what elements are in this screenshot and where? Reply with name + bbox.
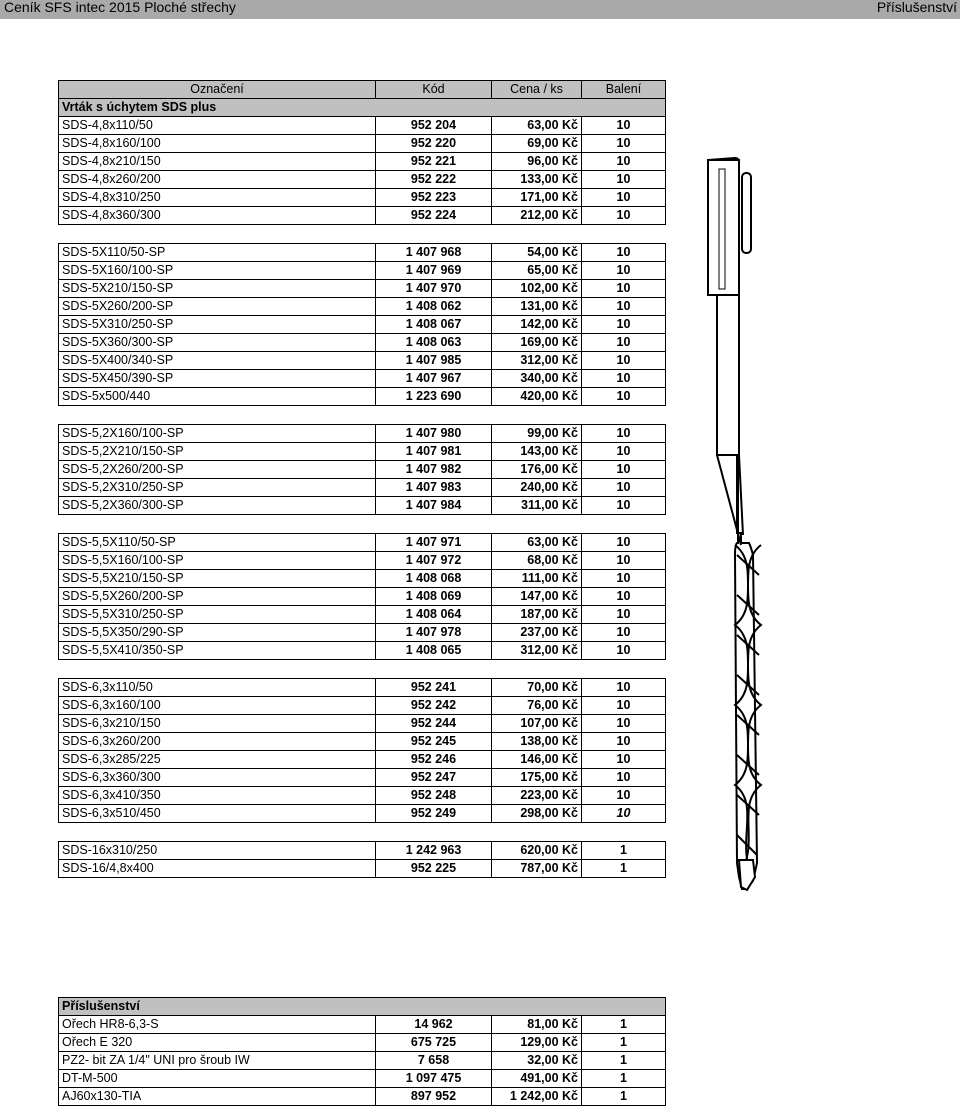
pack-size: 10: [582, 570, 666, 588]
product-name: SDS-6,3x285/225: [59, 751, 376, 769]
product-name: SDS-4,8x310/250: [59, 189, 376, 207]
product-name: SDS-5X260/200-SP: [59, 298, 376, 316]
product-code: 952 245: [376, 733, 492, 751]
product-name: SDS-5X360/300-SP: [59, 334, 376, 352]
product-name: SDS-6,3x160/100: [59, 697, 376, 715]
pack-size: 1: [582, 842, 666, 860]
product-name: SDS-4,8x110/50: [59, 117, 376, 135]
table-row: [59, 461, 666, 479]
pack-size: 10: [582, 425, 666, 443]
unit-price: 298,00 Kč: [492, 805, 582, 823]
pack-size: 10: [582, 370, 666, 388]
pack-size: 10: [582, 552, 666, 570]
section-title: Vrták s úchytem SDS plus: [59, 99, 666, 117]
product-name: SDS-6,3x360/300: [59, 769, 376, 787]
column-header: Označení: [59, 81, 376, 99]
product-code: 952 248: [376, 787, 492, 805]
unit-price: 102,00 Kč: [492, 280, 582, 298]
product-name: AJ60x130-TIA: [59, 1088, 376, 1106]
sds-drill-bit-illustration: [705, 155, 780, 895]
product-code: 952 247: [376, 769, 492, 787]
pack-size: 10: [582, 352, 666, 370]
table-header-row: [59, 81, 666, 99]
pack-size: 10: [582, 715, 666, 733]
table-row: [59, 1088, 666, 1106]
product-name: SDS-5,2X360/300-SP: [59, 497, 376, 515]
unit-price: 107,00 Kč: [492, 715, 582, 733]
product-code: 1 407 985: [376, 352, 492, 370]
pack-size: 10: [582, 697, 666, 715]
table-row: [59, 262, 666, 280]
unit-price: 420,00 Kč: [492, 388, 582, 406]
product-code: 1 097 475: [376, 1070, 492, 1088]
unit-price: 311,00 Kč: [492, 497, 582, 515]
product-name: SDS-5x500/440: [59, 388, 376, 406]
unit-price: 312,00 Kč: [492, 352, 582, 370]
product-name: SDS-5,5X310/250-SP: [59, 606, 376, 624]
column-header: Balení: [582, 81, 666, 99]
product-name: SDS-6,3x110/50: [59, 679, 376, 697]
unit-price: 312,00 Kč: [492, 642, 582, 660]
product-code: 952 249: [376, 805, 492, 823]
product-name: SDS-6,3x260/200: [59, 733, 376, 751]
product-name: SDS-16/4,8x400: [59, 860, 376, 878]
unit-price: 65,00 Kč: [492, 262, 582, 280]
table-row: [59, 189, 666, 207]
product-code: 1 407 978: [376, 624, 492, 642]
pack-size: 10: [582, 497, 666, 515]
product-name: SDS-6,3x410/350: [59, 787, 376, 805]
unit-price: 111,00 Kč: [492, 570, 582, 588]
product-code: 952 204: [376, 117, 492, 135]
pack-size: 10: [582, 443, 666, 461]
product-code: 7 658: [376, 1052, 492, 1070]
unit-price: 237,00 Kč: [492, 624, 582, 642]
unit-price: 187,00 Kč: [492, 606, 582, 624]
product-code: 1 407 981: [376, 443, 492, 461]
table-row: [59, 352, 666, 370]
table-row: [59, 388, 666, 406]
product-code: 1 408 069: [376, 588, 492, 606]
unit-price: 81,00 Kč: [492, 1016, 582, 1034]
product-name: SDS-5X450/390-SP: [59, 370, 376, 388]
table-row: [59, 1016, 666, 1034]
product-name: SDS-6,3x210/150: [59, 715, 376, 733]
pack-size: 10: [582, 153, 666, 171]
unit-price: 76,00 Kč: [492, 697, 582, 715]
column-header: Kód: [376, 81, 492, 99]
group-spacer: [59, 225, 666, 244]
table-row: [59, 370, 666, 388]
pack-size: 10: [582, 244, 666, 262]
unit-price: 1 242,00 Kč: [492, 1088, 582, 1106]
product-name: Ořech E 320: [59, 1034, 376, 1052]
product-code: 1 407 972: [376, 552, 492, 570]
unit-price: 169,00 Kč: [492, 334, 582, 352]
pack-size: 10: [582, 189, 666, 207]
product-code: 952 223: [376, 189, 492, 207]
pack-size: 10: [582, 534, 666, 552]
product-code: 1 408 062: [376, 298, 492, 316]
product-name: SDS-5X310/250-SP: [59, 316, 376, 334]
unit-price: 138,00 Kč: [492, 733, 582, 751]
table-row: [59, 497, 666, 515]
product-name: SDS-5,2X210/150-SP: [59, 443, 376, 461]
unit-price: 54,00 Kč: [492, 244, 582, 262]
pack-size: 1: [582, 1016, 666, 1034]
table-row: [59, 588, 666, 606]
product-code: 14 962: [376, 1016, 492, 1034]
unit-price: 63,00 Kč: [492, 534, 582, 552]
unit-price: 133,00 Kč: [492, 171, 582, 189]
unit-price: 491,00 Kč: [492, 1070, 582, 1088]
pack-size: 10: [582, 388, 666, 406]
product-code: 897 952: [376, 1088, 492, 1106]
section-title: Příslušenství: [59, 998, 666, 1016]
unit-price: 223,00 Kč: [492, 787, 582, 805]
pack-size: 10: [582, 207, 666, 225]
table-row: [59, 280, 666, 298]
unit-price: 620,00 Kč: [492, 842, 582, 860]
product-name: SDS-5,2X160/100-SP: [59, 425, 376, 443]
table-row: [59, 860, 666, 878]
table-row: [59, 1070, 666, 1088]
product-code: 1 407 968: [376, 244, 492, 262]
product-name: SDS-6,3x510/450: [59, 805, 376, 823]
table-row: [59, 697, 666, 715]
product-code: 675 725: [376, 1034, 492, 1052]
pack-size: 1: [582, 1070, 666, 1088]
table-row: [59, 135, 666, 153]
unit-price: 146,00 Kč: [492, 751, 582, 769]
column-header: Cena / ks: [492, 81, 582, 99]
product-code: 1 408 065: [376, 642, 492, 660]
product-name: PZ2- bit ZA 1/4" UNI pro šroub IW: [59, 1052, 376, 1070]
product-code: 952 241: [376, 679, 492, 697]
pack-size: 10: [582, 316, 666, 334]
section-title-row: [59, 998, 666, 1016]
unit-price: 142,00 Kč: [492, 316, 582, 334]
product-name: SDS-5X210/150-SP: [59, 280, 376, 298]
table-row: [59, 733, 666, 751]
product-code: 952 222: [376, 171, 492, 189]
unit-price: 171,00 Kč: [492, 189, 582, 207]
product-code: 1 242 963: [376, 842, 492, 860]
product-code: 952 242: [376, 697, 492, 715]
product-name: SDS-5,5X160/100-SP: [59, 552, 376, 570]
unit-price: 96,00 Kč: [492, 153, 582, 171]
table-row: [59, 316, 666, 334]
unit-price: 129,00 Kč: [492, 1034, 582, 1052]
table-row: [59, 842, 666, 860]
table-row: [59, 334, 666, 352]
product-name: SDS-4,8x160/100: [59, 135, 376, 153]
pack-size: 10: [582, 135, 666, 153]
unit-price: 143,00 Kč: [492, 443, 582, 461]
product-name: DT-M-500: [59, 1070, 376, 1088]
pack-size: 10: [582, 117, 666, 135]
pack-size: 1: [582, 1052, 666, 1070]
table-row: [59, 570, 666, 588]
unit-price: 176,00 Kč: [492, 461, 582, 479]
product-code: 1 407 984: [376, 497, 492, 515]
table-row: [59, 425, 666, 443]
table-row: [59, 769, 666, 787]
pack-size: 1: [582, 1088, 666, 1106]
table-row: [59, 642, 666, 660]
section-name: Příslušenství: [876, 0, 957, 15]
product-name: SDS-4,8x260/200: [59, 171, 376, 189]
product-code: 1 407 982: [376, 461, 492, 479]
group-spacer: [59, 406, 666, 425]
document-title: Ceník SFS intec 2015 Ploché střechy: [4, 0, 236, 15]
product-code: 1 223 690: [376, 388, 492, 406]
unit-price: 70,00 Kč: [492, 679, 582, 697]
table-row: [59, 298, 666, 316]
pack-size: 10: [582, 733, 666, 751]
product-name: SDS-5X160/100-SP: [59, 262, 376, 280]
table-row: [59, 534, 666, 552]
product-code: 1 407 970: [376, 280, 492, 298]
pack-size: 10: [582, 769, 666, 787]
product-code: 952 221: [376, 153, 492, 171]
table-row: [59, 787, 666, 805]
product-code: 1 407 969: [376, 262, 492, 280]
pack-size: 1: [582, 860, 666, 878]
pack-size: 10: [582, 479, 666, 497]
product-name: SDS-5,5X110/50-SP: [59, 534, 376, 552]
table-row: [59, 552, 666, 570]
pack-size: 10: [582, 298, 666, 316]
table-row: [59, 171, 666, 189]
product-code: 952 220: [376, 135, 492, 153]
pack-size: 10: [582, 679, 666, 697]
product-code: 952 224: [376, 207, 492, 225]
pack-size: 10: [582, 624, 666, 642]
product-code: 1 407 971: [376, 534, 492, 552]
product-code: 952 244: [376, 715, 492, 733]
pack-size: 10: [582, 262, 666, 280]
pack-size: 10: [582, 334, 666, 352]
unit-price: 787,00 Kč: [492, 860, 582, 878]
unit-price: 240,00 Kč: [492, 479, 582, 497]
product-code: 1 408 064: [376, 606, 492, 624]
table-row: [59, 1052, 666, 1070]
table-row: [59, 153, 666, 171]
product-name: SDS-5X110/50-SP: [59, 244, 376, 262]
table-row: [59, 624, 666, 642]
unit-price: 147,00 Kč: [492, 588, 582, 606]
product-name: SDS-4,8x360/300: [59, 207, 376, 225]
table-row: [59, 443, 666, 461]
pack-size: 10: [582, 280, 666, 298]
table-row: [59, 606, 666, 624]
table-row: [59, 679, 666, 697]
page-header: [0, 0, 960, 19]
group-spacer: [59, 823, 666, 842]
product-name: SDS-5,5X410/350-SP: [59, 642, 376, 660]
pack-size: 10: [582, 751, 666, 769]
product-name: SDS-5,5X210/150-SP: [59, 570, 376, 588]
unit-price: 32,00 Kč: [492, 1052, 582, 1070]
unit-price: 68,00 Kč: [492, 552, 582, 570]
product-code: 1 408 067: [376, 316, 492, 334]
product-code: 1 408 063: [376, 334, 492, 352]
pack-size: 10: [582, 642, 666, 660]
table-row: [59, 751, 666, 769]
pack-size: 10: [582, 787, 666, 805]
pack-size: 10: [582, 588, 666, 606]
product-code: 1 407 983: [376, 479, 492, 497]
unit-price: 212,00 Kč: [492, 207, 582, 225]
pack-size: 10: [582, 606, 666, 624]
unit-price: 69,00 Kč: [492, 135, 582, 153]
unit-price: 63,00 Kč: [492, 117, 582, 135]
section-title-row: [59, 99, 666, 117]
unit-price: 131,00 Kč: [492, 298, 582, 316]
unit-price: 175,00 Kč: [492, 769, 582, 787]
product-name: Ořech HR8-6,3-S: [59, 1016, 376, 1034]
table-row: [59, 715, 666, 733]
product-name: SDS-5X400/340-SP: [59, 352, 376, 370]
product-name: SDS-5,5X260/200-SP: [59, 588, 376, 606]
table-row: [59, 207, 666, 225]
unit-price: 99,00 Kč: [492, 425, 582, 443]
product-code: 1 407 967: [376, 370, 492, 388]
table-row: [59, 244, 666, 262]
product-name: SDS-4,8x210/150: [59, 153, 376, 171]
product-code: 1 407 980: [376, 425, 492, 443]
table-row: [59, 117, 666, 135]
pack-size: 10: [582, 805, 666, 823]
drill-price-table: [58, 80, 666, 878]
product-code: 952 246: [376, 751, 492, 769]
product-name: SDS-16x310/250: [59, 842, 376, 860]
group-spacer: [59, 515, 666, 534]
table-row: [59, 479, 666, 497]
product-code: 1 408 068: [376, 570, 492, 588]
unit-price: 340,00 Kč: [492, 370, 582, 388]
group-spacer: [59, 660, 666, 679]
pack-size: 10: [582, 171, 666, 189]
product-name: SDS-5,2X310/250-SP: [59, 479, 376, 497]
pack-size: 1: [582, 1034, 666, 1052]
product-name: SDS-5,2X260/200-SP: [59, 461, 376, 479]
pack-size: 10: [582, 461, 666, 479]
table-row: [59, 805, 666, 823]
table-row: [59, 1034, 666, 1052]
product-code: 952 225: [376, 860, 492, 878]
product-name: SDS-5,5X350/290-SP: [59, 624, 376, 642]
accessory-price-table: [58, 997, 666, 1106]
